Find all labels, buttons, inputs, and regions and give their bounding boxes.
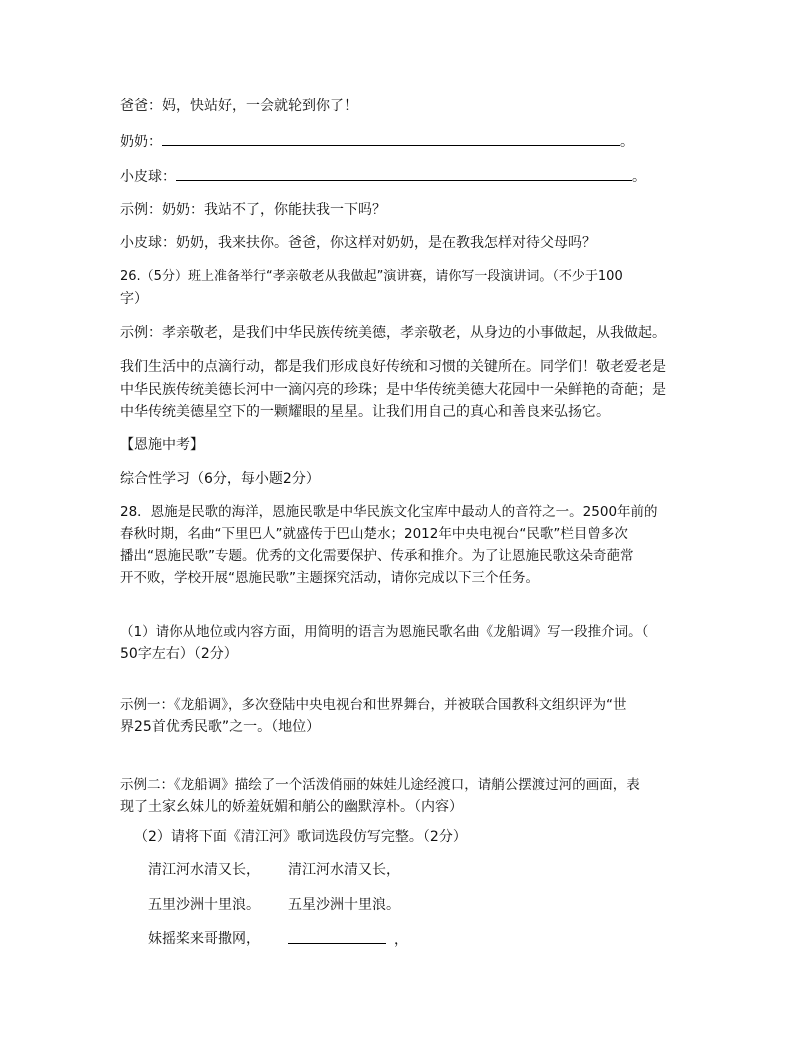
lyric-original-line1: 清江河水清又长，	[148, 862, 260, 878]
example-two-line1: 示例二：《龙船调》描绘了一个活泼俏丽的妹娃儿途经渡口，请艄公摆渡过河的画面，表	[120, 777, 640, 793]
example-speech: 示例：孝亲敬老，是我们中华民族传统美德，孝亲敬老，从身边的小事做起，从我做起。	[120, 325, 666, 341]
question-28-line2: 春秋时期，名曲“下里巴人”就盛传于巴山楚水；2012年中央电视台“民歌”栏目曾多次	[120, 526, 628, 542]
period: 。	[632, 169, 646, 185]
comma: ，	[394, 932, 408, 948]
lyric-imitation-line1: 清江河水清又长，	[288, 862, 400, 878]
answer-blank-grandma	[162, 131, 620, 146]
question-28-line1: 28．恩施是民歌的海洋，恩施民歌是中华民族文化宝库中最动人的音符之一。2500年前的	[120, 504, 658, 520]
example-xiaopiqiu: 小皮球：奶奶，我来扶你。爸爸，你这样对奶奶，是在教我怎样对待父母吗？	[120, 235, 596, 251]
question-26-line1: 26.（5分）班上准备举行“孝亲敬老从我做起”演讲赛，请你写一段演讲词。（不少于100	[120, 269, 623, 284]
example-two-line2: 现了土家幺妹儿的娇羞妩媚和艄公的幽默淳朴。（内容）	[120, 799, 463, 815]
lyric-original-line2: 五里沙洲十里浪。	[148, 897, 260, 913]
subquestion-1-line1: （1）请你从地位或内容方面，用简明的语言为恩施民歌名曲《龙船调》写一段推介词。（	[120, 624, 649, 640]
subquestion-1-line2: 50字左右）（2分）	[120, 646, 238, 662]
dialogue-xiaopiqiu-blank	[120, 166, 646, 187]
example-grandma: 示例：奶奶：我站不了，你能扶我一下吗？	[120, 202, 386, 218]
section-heading-enshi: 【恩施中考】	[120, 437, 204, 453]
question-26-line2: 字）	[120, 291, 148, 307]
dialogue-dad: 爸爸：妈，快站好，一会就轮到你了！	[120, 98, 358, 114]
dialogue-grandma-blank	[120, 131, 634, 152]
speech-para-line2: 中华民族传统美德长河中一滴闪亮的珍珠；是中华传统美德大花园中一朵鲜艳的奇葩；是	[120, 382, 666, 398]
period: 。	[620, 134, 634, 150]
subquestion-2: （2）请将下面《清江河》歌词选段仿写完整。（2分）	[134, 829, 467, 845]
xiaopiqiu-label: 小皮球：	[120, 169, 176, 185]
grandma-label: 奶奶：	[120, 134, 162, 150]
question-28-line4: 开不败，学校开展“恩施民歌”主题探究活动，请你完成以下三个任务。	[120, 570, 539, 586]
example-one-line2: 界25首优秀民歌”之一。（地位）	[120, 719, 321, 735]
speech-para-line3: 中华传统美德星空下的一颗耀眼的星星。让我们用自己的真心和善良来弘扬它。	[120, 404, 610, 420]
question-28-line3: 播出“恩施民歌”专题。优秀的文化需要保护、传承和推介。为了让恩施民歌这朵奇葩常	[120, 548, 634, 564]
lyric-original-line3: 妹摇桨来哥撒网，	[148, 931, 260, 947]
comprehensive-study-title: 综合性学习（6分，每小题2分）	[120, 471, 320, 487]
example-one-line1: 示例一：《龙船调》，多次登陆中央电视台和世界舞台，并被联合国教科文组织评为“世	[120, 697, 627, 713]
answer-blank-xiaopiqiu	[176, 166, 632, 181]
lyric-imitation-line2: 五星沙洲十里浪。	[288, 897, 400, 913]
answer-blank-lyric	[288, 929, 386, 944]
speech-para-line1: 我们生活中的点滴行动，都是我们形成良好传统和习惯的关键所在。同学们！敬老爱老是	[120, 359, 666, 375]
lyric-imitation-line3	[288, 929, 408, 950]
